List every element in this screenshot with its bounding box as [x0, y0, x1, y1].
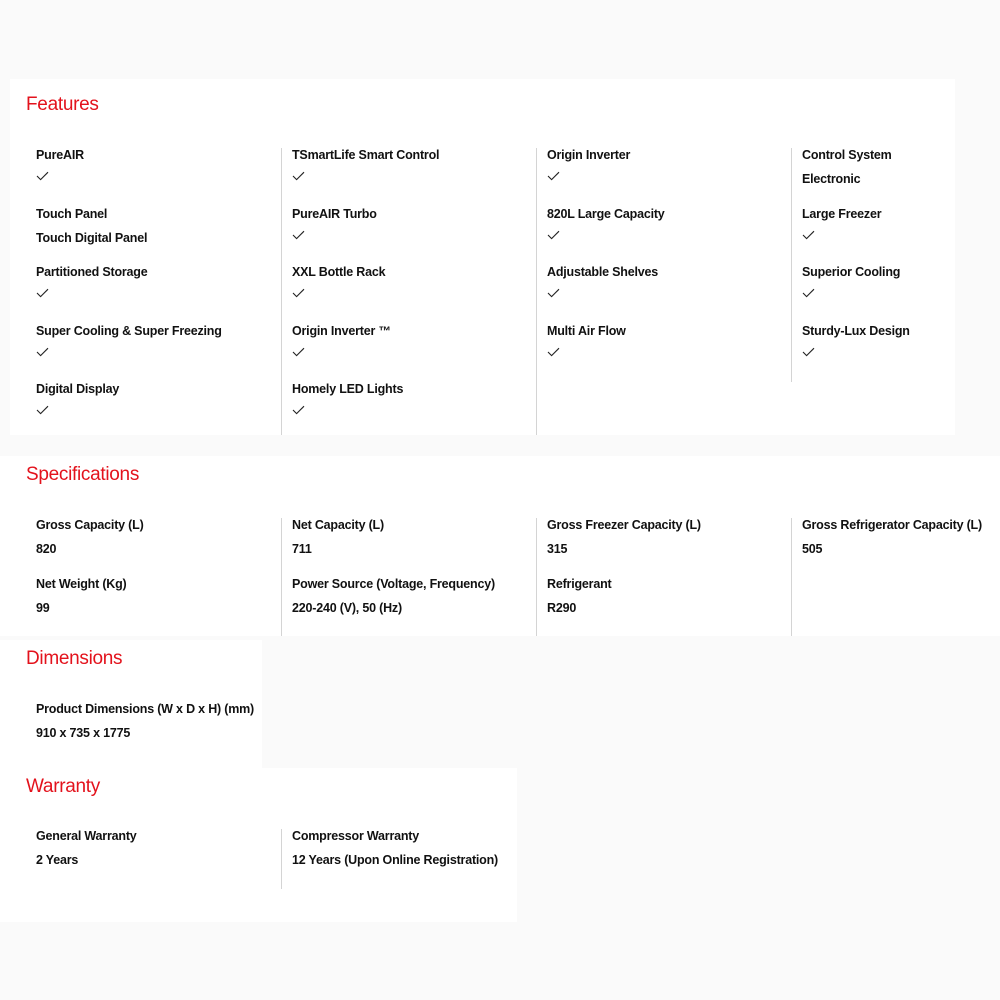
checkmark-icon	[547, 288, 560, 298]
warranty-item	[36, 829, 276, 868]
spec-item	[292, 577, 532, 616]
spec-value: 711	[292, 542, 312, 556]
feature-item	[292, 207, 532, 240]
spec-item	[36, 518, 276, 557]
spec-label: Gross Capacity (L)	[36, 518, 144, 532]
specifications-title: Specifications	[26, 464, 140, 485]
checkmark-icon	[547, 171, 560, 181]
feature-item	[36, 148, 276, 181]
feature-item	[292, 382, 532, 415]
feature-label: PureAIR	[36, 148, 84, 162]
feature-label: XXL Bottle Rack	[292, 265, 386, 279]
feature-label: TSmartLife Smart Control	[292, 148, 440, 162]
feature-label: Sturdy-Lux Design	[802, 323, 910, 338]
feature-item	[802, 207, 1000, 240]
feature-label: Adjustable Shelves	[547, 265, 659, 279]
feature-label: Digital Display	[36, 382, 120, 396]
feature-label: Touch Panel	[36, 206, 108, 221]
spec-label: Refrigerant	[547, 577, 612, 591]
spec-label: Gross Freezer Capacity (L)	[547, 518, 701, 532]
feature-item	[292, 265, 532, 298]
spec-item	[547, 577, 787, 616]
features-column-2	[281, 148, 537, 435]
feature-item	[547, 207, 787, 240]
checkmark-icon	[802, 230, 815, 240]
features-title: Features	[26, 94, 99, 115]
specifications-column-2	[281, 518, 537, 636]
features-column-4	[791, 148, 1000, 382]
warranty-value: 12 Years (Upon Online Registration)	[292, 853, 499, 867]
feature-label: Origin Inverter ™	[292, 323, 391, 338]
warranty-column-2	[281, 829, 537, 889]
feature-label: PureAIR Turbo	[292, 206, 377, 221]
warranty-title: Warranty	[26, 776, 100, 797]
checkmark-icon	[36, 405, 49, 415]
checkmark-icon	[36, 347, 49, 357]
dimension-value: 910 x 735 x 1775	[36, 726, 131, 740]
features-column-1	[26, 148, 281, 435]
warranty-value: 2 Years	[36, 853, 79, 867]
feature-item	[547, 148, 787, 181]
dimensions-column-1	[26, 702, 281, 762]
features-column-3	[536, 148, 792, 435]
feature-item	[36, 324, 276, 357]
specifications-column-4	[791, 518, 1000, 636]
feature-label: Origin Inverter	[547, 148, 631, 162]
feature-label: Homely LED Lights	[292, 382, 404, 396]
spec-value: 505	[802, 542, 823, 556]
spec-label: Power Source (Voltage, Frequency)	[292, 577, 495, 591]
checkmark-icon	[292, 230, 305, 240]
spec-item	[36, 577, 276, 616]
feature-label: Large Freezer	[802, 206, 882, 221]
feature-label: Super Cooling & Super Freezing	[36, 323, 222, 338]
checkmark-icon	[292, 288, 305, 298]
checkmark-icon	[802, 347, 815, 357]
feature-value: Touch Digital Panel	[36, 230, 148, 245]
dimension-label: Product Dimensions (W x D x H) (mm)	[36, 702, 255, 716]
spec-item	[292, 518, 532, 557]
specifications-column-3	[536, 518, 792, 636]
specifications-column-1	[26, 518, 281, 636]
spec-label: Net Weight (Kg)	[36, 577, 127, 591]
warranty-column-1	[26, 829, 281, 889]
feature-label: Multi Air Flow	[547, 323, 626, 338]
feature-item	[292, 324, 532, 357]
feature-label: 820L Large Capacity	[547, 206, 665, 221]
checkmark-icon	[292, 347, 305, 357]
feature-label: Superior Cooling	[802, 265, 901, 279]
spec-label: Net Capacity (L)	[292, 518, 384, 532]
feature-item	[802, 148, 1000, 187]
warranty-label: Compressor Warranty	[292, 829, 420, 843]
checkmark-icon	[292, 405, 305, 415]
feature-item	[36, 382, 276, 415]
spec-value: 99	[36, 601, 50, 615]
dimension-item	[36, 702, 276, 741]
spec-label: Gross Refrigerator Capacity (L)	[802, 518, 982, 532]
spec-value: R290	[547, 601, 577, 615]
checkmark-icon	[36, 288, 49, 298]
feature-label: Control System	[802, 148, 892, 162]
checkmark-icon	[547, 230, 560, 240]
checkmark-icon	[292, 171, 305, 181]
spec-item	[547, 518, 787, 557]
feature-value: Electronic	[802, 172, 861, 186]
warranty-label: General Warranty	[36, 829, 137, 843]
feature-item	[36, 207, 276, 246]
feature-label: Partitioned Storage	[36, 265, 148, 279]
warranty-item	[292, 829, 532, 868]
spec-value: 315	[547, 542, 568, 556]
dimensions-title: Dimensions	[26, 648, 123, 669]
feature-item	[547, 265, 787, 298]
feature-item	[292, 148, 532, 181]
feature-item	[547, 324, 787, 357]
feature-item	[802, 324, 1000, 357]
feature-item	[802, 265, 1000, 298]
checkmark-icon	[802, 288, 815, 298]
feature-item	[36, 265, 276, 298]
spec-value: 220-240 (V), 50 (Hz)	[292, 601, 402, 615]
checkmark-icon	[36, 171, 49, 181]
spec-item	[802, 518, 1000, 557]
checkmark-icon	[547, 347, 560, 357]
spec-value: 820	[36, 542, 57, 556]
